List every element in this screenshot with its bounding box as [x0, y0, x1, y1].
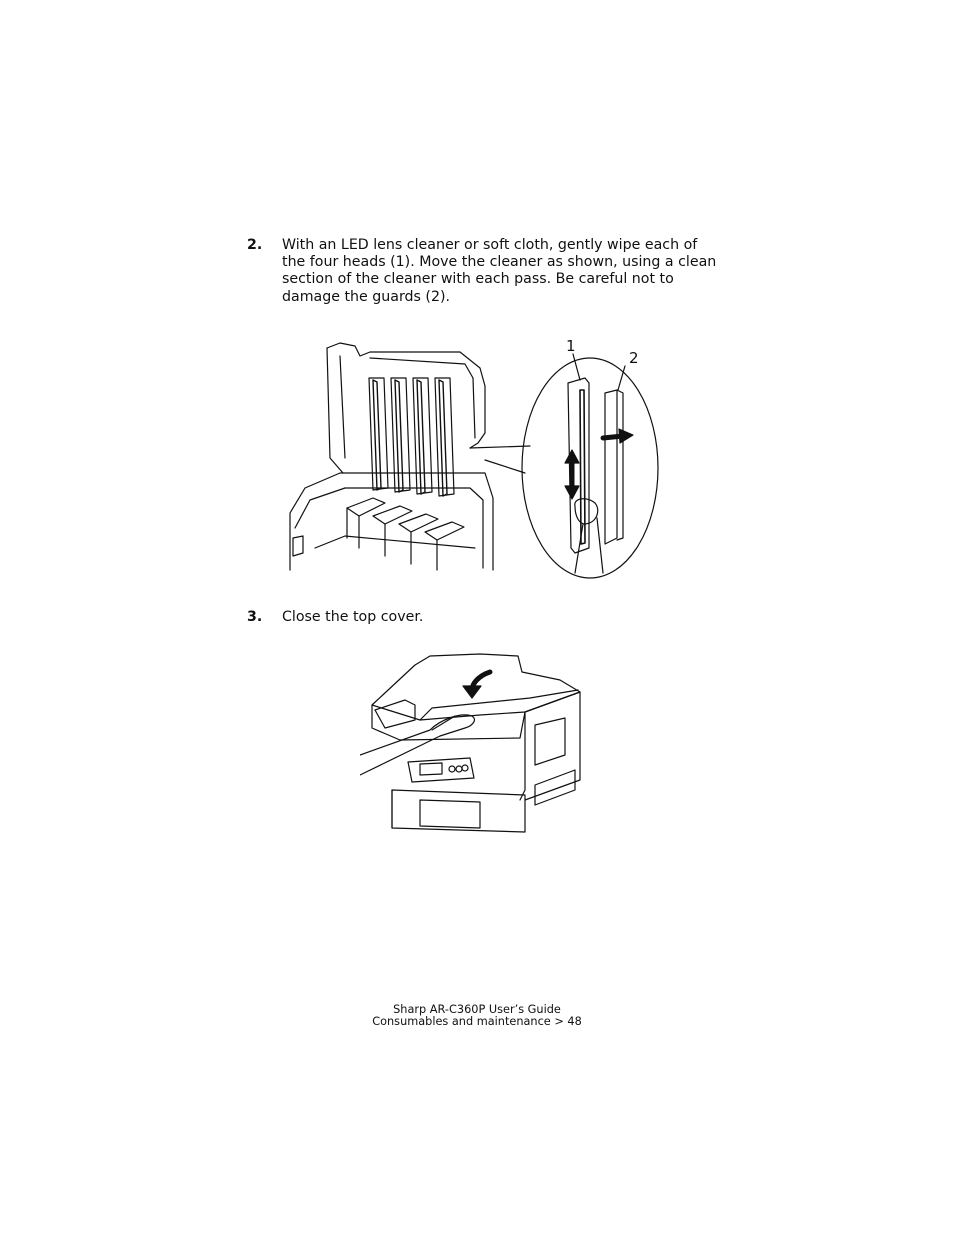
callout-1-label: 1 [566, 338, 576, 355]
step-line: the four heads (1). Move the cleaner as shown, using a clean [282, 254, 717, 271]
step-number: 3. [247, 609, 263, 625]
footer-section-page: Consumables and maintenance > 48 [372, 1015, 582, 1028]
step-3 [247, 609, 547, 629]
step-instructions [282, 237, 716, 306]
callout-2-label: 2 [629, 349, 639, 367]
step-line: With an LED lens cleaner or soft cloth, gently wipe each of [282, 237, 698, 253]
close-top-cover-illustration [360, 650, 585, 840]
led-head-cleaning-illustration [285, 338, 663, 583]
step-line: damage the guards (2). [282, 288, 451, 305]
step-line: Close the top cover. [282, 609, 424, 625]
footer-guide-title: Sharp AR-C360P User’s Guide [393, 1003, 561, 1016]
step-instructions [282, 609, 423, 626]
step-2 [247, 237, 727, 312]
step-line: section of the cleaner with each pass. Be careful not to [282, 271, 674, 288]
step-number: 2. [247, 237, 263, 253]
